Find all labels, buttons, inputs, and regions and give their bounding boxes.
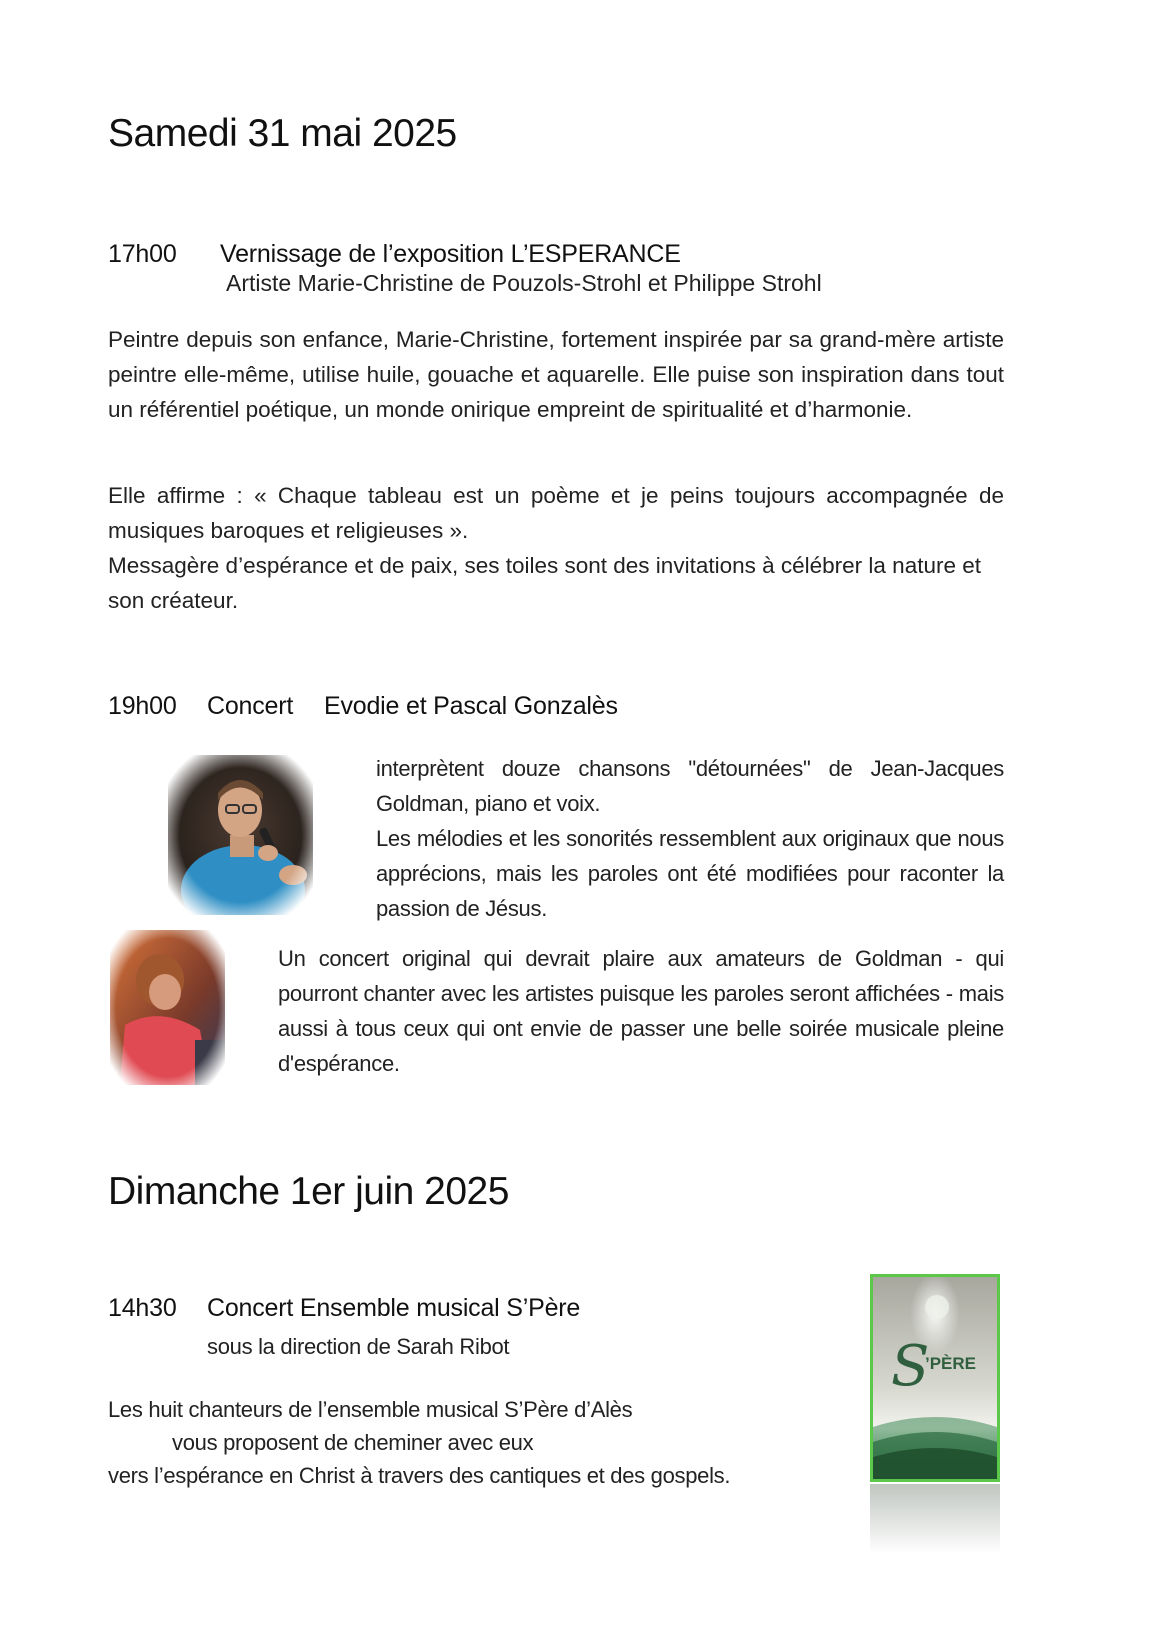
event-spere-title-row: [108, 1294, 580, 1323]
concert-description-1: [376, 751, 1004, 926]
event-vernissage-title-row: [108, 240, 681, 269]
event-time: 17h00: [108, 240, 177, 268]
event-time: 19h00: [108, 692, 177, 720]
event-subtitle: sous la direction de Sarah Ribot: [207, 1334, 510, 1359]
vernissage-quote-block: [108, 478, 1004, 618]
photo-pascal-singing: [168, 755, 313, 915]
concert-intro: interprètent douze chansons "détournées" de Jean-Jacques Goldman, piano et voix.: [376, 756, 1004, 816]
spere-line-2: vous proposent de cheminer avec eux: [172, 1430, 534, 1455]
day2-heading: Dimanche 1er juin 2025: [108, 1170, 509, 1213]
spere-line-1: Les huit chanteurs de l’ensemble musical S’Père d’Alès: [108, 1397, 633, 1422]
concert-description-2: Un concert original qui devrait plaire aux amateurs de Goldman - qui pourront chanter avec les artistes puisque les paroles seront affichées - mais aussi à tous ceux qui ont envie de passer une belle soirée musicale pleine d'espérance.: [278, 946, 1004, 1076]
spere-logo-reflection: [870, 1484, 1000, 1554]
event-concert-title-row: [108, 692, 618, 721]
event-subtitle: Artiste Marie-Christine de Pouzols-Strohl et Philippe Strohl: [226, 270, 822, 296]
spere-logo: [870, 1274, 1000, 1482]
vernissage-quote: Elle affirme : « Chaque tableau est un poème et je peins toujours accompagnée de musiques baroques et religieuses ».: [108, 483, 1004, 543]
logo-letter: S: [891, 1334, 930, 1399]
spere-line-3: vers l’espérance en Christ à travers des cantiques et des gospels.: [108, 1463, 731, 1488]
concert-details: Les mélodies et les sonorités ressemblent aux originaux que nous apprécions, mais les paroles ont été modifiées pour raconter la passion de Jésus.: [376, 826, 1004, 921]
vernissage-description: Peintre depuis son enfance, Marie-Christine, fortement inspirée par sa grand-mère artiste peintre elle-même, utilise huile, gouache et aquarelle. Elle puise son inspiration dans tout un référentiel poétique, un monde onirique empreint de spiritualité et d’harmonie.: [108, 327, 1004, 422]
vernissage-message: Messagère d’espérance et de paix, ses toiles sont des invitations à célébrer la nature et son créateur.: [108, 553, 981, 613]
logo-text: ’PÈRE: [925, 1354, 977, 1373]
event-title: Concert: [207, 692, 294, 720]
event-title: Concert Ensemble musical S’Père: [207, 1294, 581, 1322]
event-performers: Evodie et Pascal Gonzalès: [324, 692, 618, 720]
photo-evodie-piano: [110, 930, 225, 1085]
day1-heading: Samedi 31 mai 2025: [108, 112, 457, 155]
event-title: Vernissage de l’exposition L’ESPERANCE: [220, 240, 681, 268]
event-time: 14h30: [108, 1294, 177, 1322]
